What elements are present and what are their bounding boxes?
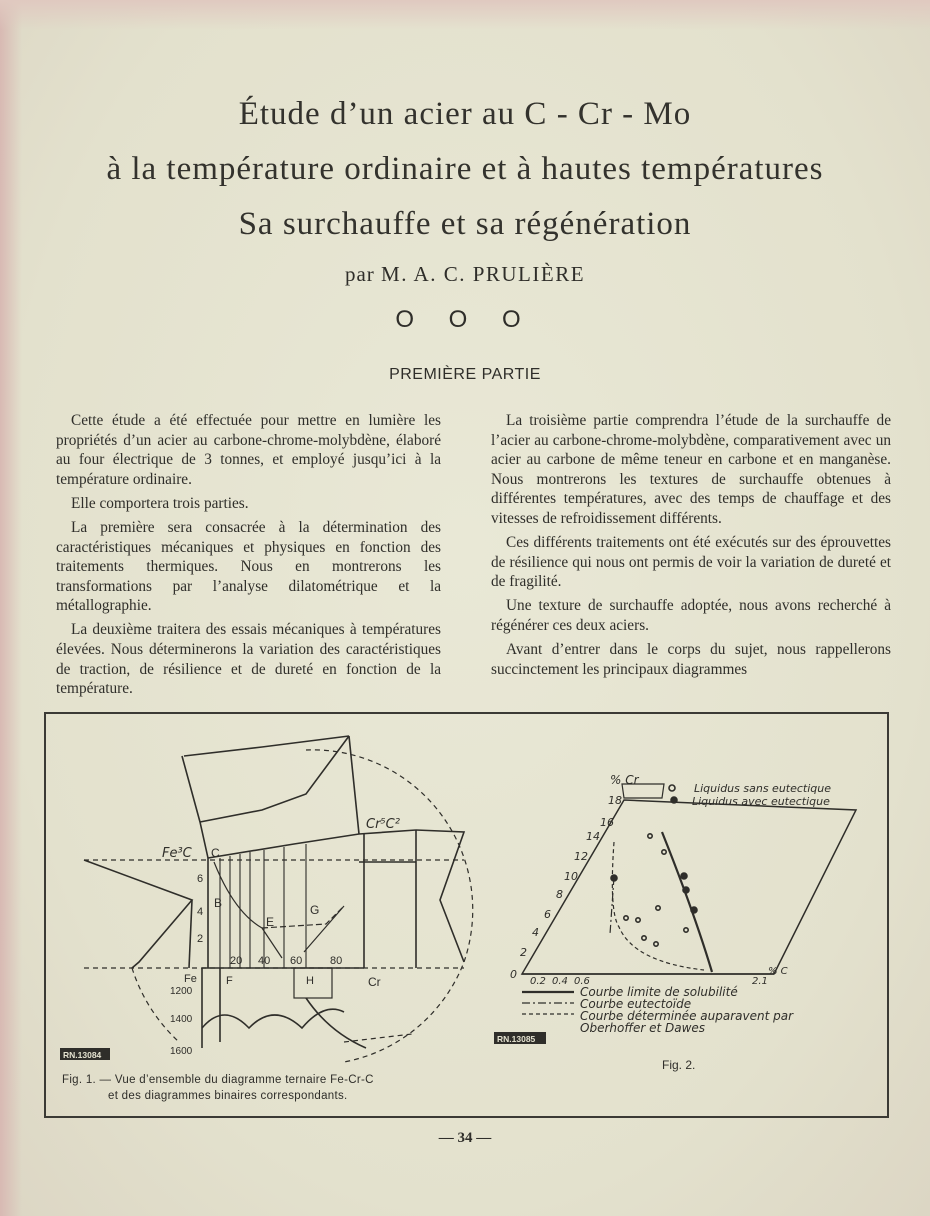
figure-2-caption: Fig. 2.	[662, 1058, 696, 1072]
author-prefix: par	[344, 262, 375, 286]
left-column	[56, 411, 441, 703]
title-line-3: Sa surchauffe et sa régénération	[238, 206, 692, 242]
tick-left: 2	[197, 933, 204, 945]
fig2-y-tick: 18	[608, 794, 622, 807]
paragraph: Elle comportera trois parties.	[71, 494, 249, 512]
fig2-y-tick: 0	[510, 968, 517, 981]
temp-label: 1600	[170, 1046, 193, 1057]
label-e: E	[266, 915, 275, 929]
paragraph: La première sera consacrée à la détermination des caractéristiques mécaniques et physiques en fonction des traitements thermiques. Nous en montrerons les transformations par l’analyse dilatométrique et la métallographie.	[56, 518, 441, 615]
label-f: F	[226, 975, 233, 987]
fig2-y-tick: 10	[564, 870, 578, 883]
title-line-1: Étude d’un acier au C - Cr - Mo	[238, 96, 692, 132]
paragraph: Avant d’entrer dans le corps du sujet, nous rappellerons succinctement les principaux diagrammes	[491, 641, 891, 678]
temp-label: 1400	[170, 1014, 193, 1025]
page-edge-tint-top	[0, 0, 930, 30]
fig2-legend-top: Liquidus avec eutectique	[692, 795, 830, 808]
label-cr: Cr	[368, 975, 381, 989]
fig2-y-tick: 14	[586, 830, 600, 843]
fig2-x-label: % C	[768, 966, 788, 977]
figure-2-diagram	[522, 784, 856, 1014]
tick-bottom: 80	[330, 955, 343, 967]
fig2-legend-bottom: Courbe eutectoïde	[580, 997, 692, 1011]
figure-1-caption	[62, 1072, 462, 1104]
label-fe3c: Fe³C	[162, 846, 192, 861]
temp-label: 1200	[170, 986, 193, 997]
part-heading: PREMIÈRE PARTIE	[389, 366, 541, 383]
fig2-y-tick: 12	[574, 850, 588, 863]
tick-left: 4	[197, 906, 204, 918]
fig2-legend-bottom: Courbe limite de solubilité	[580, 985, 738, 999]
label-cr5c2: Cr⁵C²	[366, 817, 400, 832]
tick-bottom: 20	[230, 955, 243, 967]
fig2-y-tick: 6	[544, 908, 551, 921]
fig2-y-tick: 4	[532, 926, 539, 939]
right-column	[491, 411, 891, 684]
page-number: — 34 —	[438, 1130, 492, 1146]
fig2-legend-bottom: Courbe déterminée auparavent par	[580, 1009, 794, 1023]
fig2-y-label: % Cr	[610, 773, 639, 787]
tick-left: 6	[197, 873, 204, 885]
fig2-x-tick: 0.6	[574, 976, 590, 987]
label-b: B	[214, 896, 223, 910]
author-line	[0, 262, 930, 287]
section-ornament: O O O	[395, 306, 535, 333]
figure-2-stamp: RN.13085	[497, 1034, 536, 1044]
paragraph: La troisième partie comprendra l’étude de la surchauffe de l’acier au carbone-chrome-molybdène, comparativement avec un acier au carbone de même teneur en carbone et en manganèse. Nous montrerons les textures de surchauffe obtenues à différentes températures, avec des temps de chauffage et des vitesses de refroidissement différents.	[491, 412, 891, 527]
paragraph: La deuxième traitera des essais mécaniques à températures élevées. Nous déterminerons la variation des caractéristiques de traction, de résilience et de dureté en fonction de la température.	[56, 621, 441, 698]
title-line-2: à la température ordinaire et à hautes températures	[106, 151, 824, 187]
figure-1-caption-line-1: Fig. 1. — Vue d’ensemble du diagramme ternaire Fe-Cr-C	[62, 1074, 374, 1086]
label-fe: Fe	[184, 973, 197, 985]
figure-1-caption-line-2: et des diagrammes binaires correspondants.	[108, 1090, 348, 1102]
label-h: H	[306, 975, 314, 987]
label-g: G	[310, 903, 320, 917]
tick-bottom: 60	[290, 955, 303, 967]
tick-bottom: 40	[258, 955, 271, 967]
fig2-legend-bottom: Oberhoffer et Dawes	[580, 1021, 706, 1035]
fig2-x-tick: 2.1	[752, 976, 768, 987]
figures-svg	[44, 712, 889, 1118]
paragraph: Une texture de surchauffe adoptée, nous avons recherché à régénérer ces deux aciers.	[491, 597, 891, 634]
fig2-y-tick: 2	[520, 946, 527, 959]
fig2-y-tick: 16	[600, 816, 614, 829]
fig2-y-tick: 8	[556, 888, 563, 901]
paragraph: Ces différents traitements ont été exécutés sur des éprouvettes de résilience qui nous ont permis de voir la variation de dureté et de fragilité.	[491, 534, 891, 591]
paragraph: Cette étude a été effectuée pour mettre en lumière les propriétés d’un acier au carbone-chrome-molybdène, élaboré au four électrique de 3 tonnes, et employé jusqu’ici à la température ordinaire.	[56, 412, 441, 488]
fig2-x-tick: 0.2	[530, 976, 546, 987]
figure-1-diagram	[84, 736, 473, 1062]
fig2-x-tick: 0.4	[552, 976, 568, 987]
label-c: C	[211, 846, 220, 860]
figure-1-stamp: RN.13084	[63, 1050, 102, 1060]
author-name: M. A. C. PRULIÈRE	[381, 262, 586, 286]
fig2-legend-top: Liquidus sans eutectique	[694, 782, 832, 795]
